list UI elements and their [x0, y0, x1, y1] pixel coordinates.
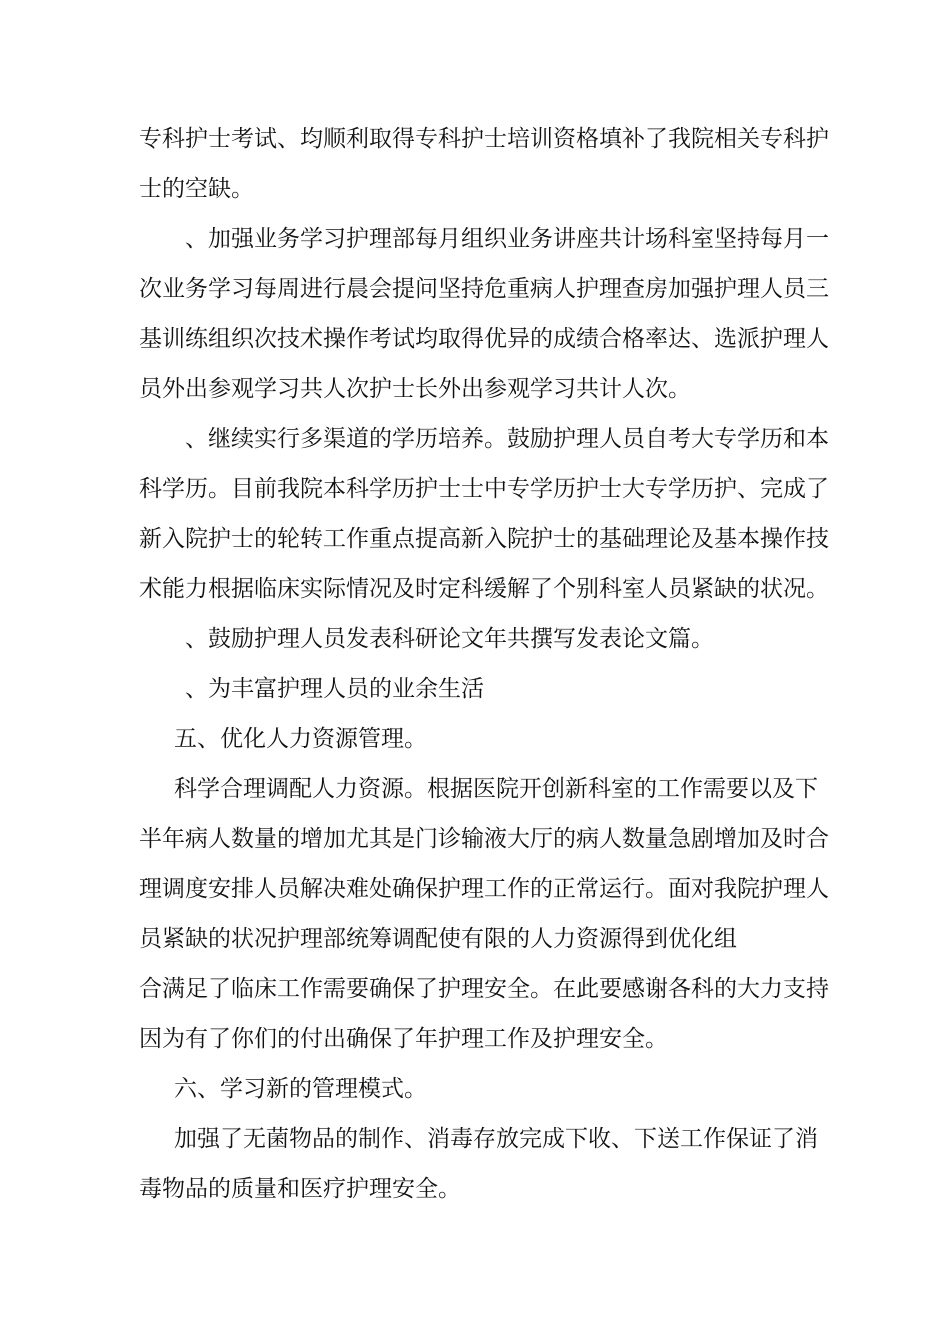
- text-line: 半年病人数量的增加尤其是门诊输液大厅的病人数量急剧增加及时合: [139, 826, 829, 852]
- text-line: 加强了无菌物品的制作、消毒存放完成下收、下送工作保证了消: [174, 1126, 818, 1152]
- text-line: 、加强业务学习护理部每月组织业务讲座共计场科室坚持每月一: [185, 226, 829, 252]
- text-line: 士的空缺。: [139, 176, 254, 202]
- text-line: 科学合理调配人力资源。根据医院开创新科室的工作需要以及下: [174, 776, 818, 802]
- section-heading: 六、学习新的管理模式。: [174, 1076, 427, 1102]
- text-line: 因为有了你们的付出确保了年护理工作及护理安全。: [139, 1026, 668, 1052]
- text-line: 、鼓励护理人员发表科研论文年共撰写发表论文篇。: [185, 626, 714, 652]
- text-line: 员外出参观学习共人次护士长外出参观学习共计人次。: [139, 376, 691, 402]
- text-line: 基训练组织次技术操作考试均取得优异的成绩合格率达、选派护理人: [139, 326, 829, 352]
- text-line: 毒物品的质量和医疗护理安全。: [139, 1176, 461, 1202]
- section-heading: 五、优化人力资源管理。: [174, 726, 427, 752]
- text-line: 新入院护士的轮转工作重点提高新入院护士的基础理论及基本操作技: [139, 526, 829, 552]
- text-line: 术能力根据临床实际情况及时定科缓解了个别科室人员紧缺的状况。: [139, 576, 829, 602]
- text-line: 、为丰富护理人员的业余生活: [185, 676, 484, 702]
- text-line: 理调度安排人员解决难处确保护理工作的正常运行。面对我院护理人: [139, 876, 829, 902]
- text-line: 专科护士考试、均顺利取得专科护士培训资格填补了我院相关专科护: [139, 126, 829, 152]
- text-line: 次业务学习每周进行晨会提问坚持危重病人护理查房加强护理人员三: [139, 276, 829, 302]
- text-line: 合满足了临床工作需要确保了护理安全。在此要感谢各科的大力支持: [139, 976, 829, 1002]
- text-line: 科学历。目前我院本科学历护士士中专学历护士大专学历护、完成了: [139, 476, 829, 502]
- text-line: 员紧缺的状况护理部统筹调配使有限的人力资源得到优化组: [139, 926, 737, 952]
- text-line: 、继续实行多渠道的学历培养。鼓励护理人员自考大专学历和本: [185, 426, 829, 452]
